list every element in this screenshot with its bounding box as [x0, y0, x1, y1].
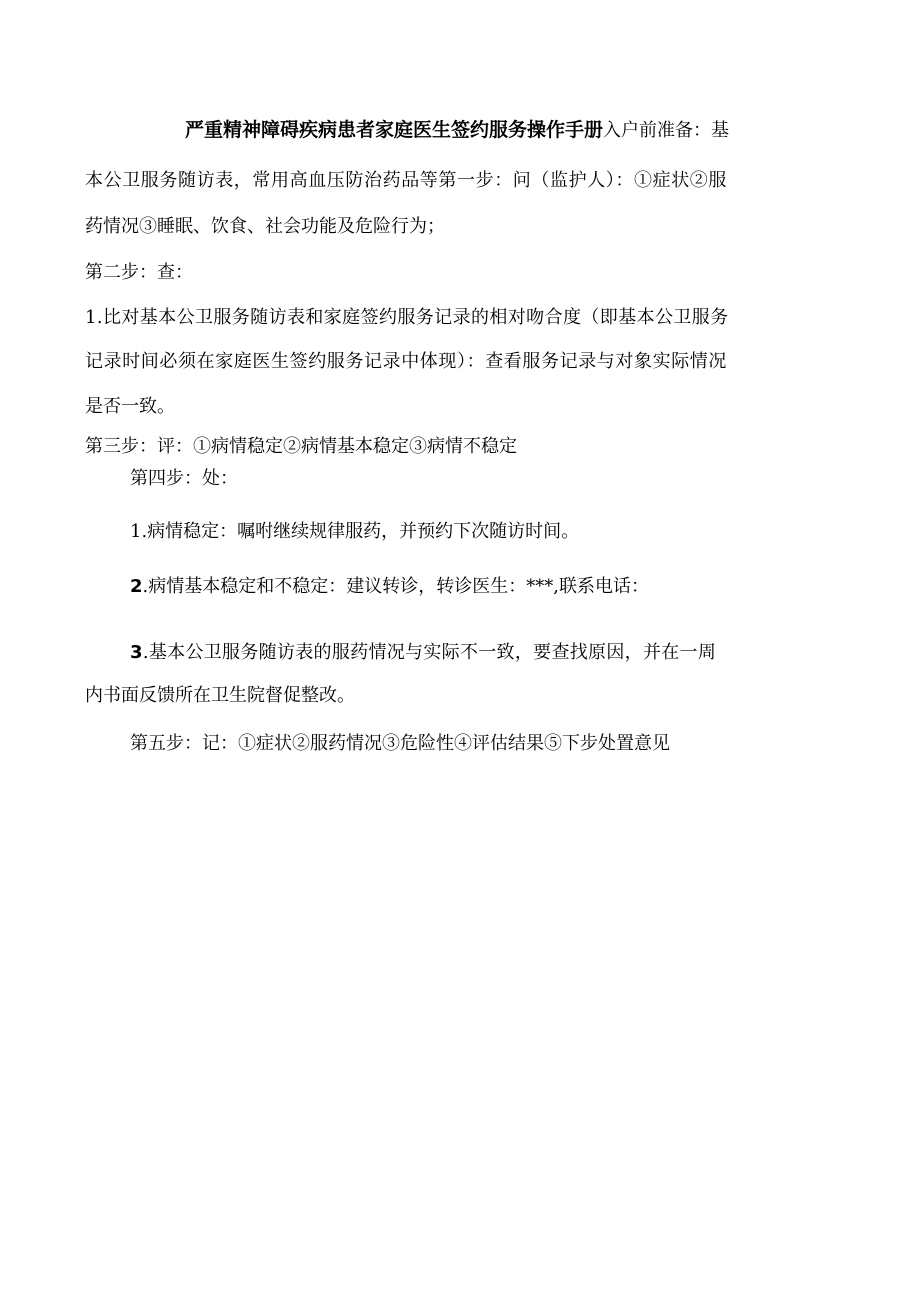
step4-item2: [130, 578, 649, 596]
step4-item3-line1: [130, 644, 716, 662]
step4-item2-text: .病情基本稳定和不稳定：建议转诊，转诊医生：***,联系电话：: [142, 576, 649, 597]
step2-item1-line1: 1.比对基本公卫服务随访表和家庭签约服务记录的相对吻合度（即基本公卫服务: [85, 307, 729, 328]
title-line: [185, 121, 729, 140]
step4-item2-number: 2: [130, 576, 143, 597]
step2-item1-line3: 是否一致。: [85, 396, 175, 417]
prep-text: 入户前准备：基: [603, 120, 730, 141]
step2-item1-line2: 记录时间必须在家庭医生签约服务记录中体现）：查看服务记录与对象实际情况: [85, 351, 727, 372]
step4-item3-text: .基本公卫服务随访表的服药情况与实际不一致，要查找原因，并在一周: [142, 642, 717, 663]
intro-line-3: 药情况③睡眠、饮食、社会功能及危险行为；: [85, 216, 445, 237]
step4-item3-number: 3: [130, 642, 143, 663]
step4-item3-line2: 内书面反馈所在卫生院督促整改。: [85, 685, 355, 706]
intro-line-2: 本公卫服务随访表，常用高血压防治药品等第一步：问（监护人）：①症状②服: [85, 170, 727, 191]
step5-line: 第五步：记：①症状②服药情况③危险性④评估结果⑤下步处置意见: [130, 733, 670, 754]
document-title: 严重精神障碍疾病患者家庭医生签约服务操作手册: [185, 119, 604, 141]
step4-heading: 第四步：处：: [130, 468, 238, 489]
step4-item1: 1.病情稳定：嘱咐继续规律服药，并预约下次随访时间。: [130, 521, 580, 542]
step3-line: 第三步：评：①病情稳定②病情基本稳定③病情不稳定: [85, 436, 517, 457]
step2-heading: 第二步：查：: [85, 262, 193, 283]
